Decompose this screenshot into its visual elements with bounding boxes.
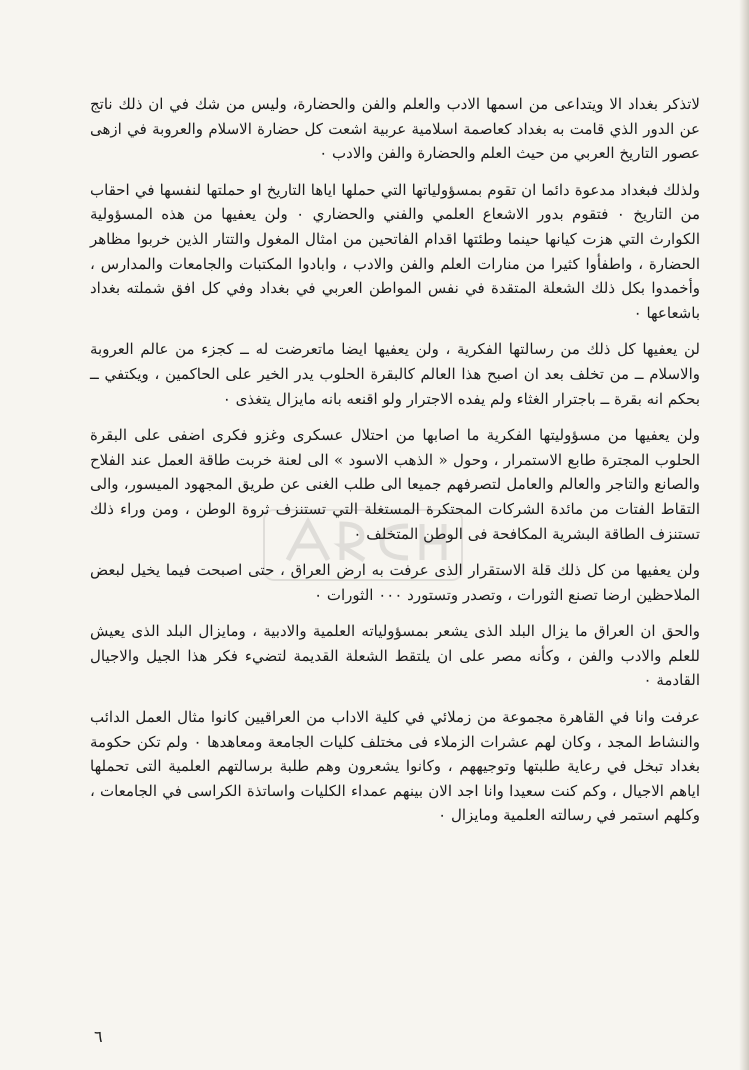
paragraph-2: ولذلك فبغداد مدعوة دائما ان تقوم بمسؤولياتها التي حملها اياها التاريخ او حملتها لنفسها في احقاب من التاريخ ٠ فتقوم بدور الاشعاع العلمي والفني والحضاري ٠ ولن يعفيها من هذه المسؤولية الكوارث التي هزت كيانها حينما وطئتها اقدام الفاتحين من امثال المغول والتتار الذين خربوا مظاهر الحضارة ، واطفأوا كثيرا من منارات العلم والفن والادب ، وابادوا المكتبات والجامعات والمدارس ، وأخمدوا بكل ذلك الشعلة المتقدة في نفس المواطن العربي في بغداد وفي كل افق شملته بغداد باشعاعها ٠ <box>90 180 700 322</box>
paragraph-7: عرفت وانا في القاهرة مجموعة من زملائي في كلية الاداب من العراقيين كانوا مثال العمل الدائب والنشاط المجد ، وكان لهم عشرات الزملاء فى مختلف كليات الجامعة ومعاهدها ٠ ولم تكن حكومة بغداد تبخل في رعاية طلبتها وتوجيههم ، وكانوا يشعرون وهم طلبة برسالتهم العلمية التى تحملها اياهم الاجيال ، وكم كنت سعيدا وانا اجد الان بينهم عمداء الكليات واساتذة الكراسى في الجامعات ، وكلهم استمر في رسالته العلمية ومايزال ٠ <box>90 708 700 825</box>
scan-edge-shadow <box>739 0 749 1070</box>
paragraph-3: لن يعفيها كل ذلك من رسالتها الفكرية ، ولن يعفيها ايضا ماتعرضت له ــ كجزء من عالم العروبة والاسلام ــ من تخلف بعد ان اصبح هذا العالم كالبقرة الحلوب يدر الخير على الحاكمين ، ويكتفي ــ بحكم انه بقرة ــ باجترار الغثاء ولم يفده الاجترار ولو اقنعه بانه مايزال يتغذى ٠ <box>90 340 700 408</box>
paragraph-1: لاتذكر بغداد الا ويتداعى من اسمها الادب والعلم والفن والحضارة، وليس من شك في ان ذلك ناتج عن الدور الذي قامت به بغداد كعاصمة اسلامية عربية اشعت كل حضارة الاسلام والعروبة في ازهى عصور التاريخ العربي من حيث العلم والحضارة والفن والادب ٠ <box>90 95 700 163</box>
paragraph-6: والحق ان العراق ما يزال البلد الذى يشعر بمسؤولياته العلمية والادبية ، ومايزال البلد الذى يعيش للعلم والادب والفن ، وكأنه مصر على ان يلتقط الشعلة القديمة لتضيء فكر هذا الجيل والاجيال القادمة ٠ <box>90 622 700 690</box>
paragraph-5: ولن يعفيها من كل ذلك قلة الاستقرار الذى عرفت به ارض العراق ، حتى اصبحت فيما يخيل لبعض الملاحظين ارضا تصنع الثورات ، وتصدر وتستورد ٠٠٠ الثورات ٠ <box>90 561 700 604</box>
document-page <box>90 92 700 1046</box>
page-number: ٦ <box>94 1027 103 1046</box>
paragraph-4: ولن يعفيها من مسؤوليتها الفكرية ما اصابها من احتلال عسكرى وغزو فكرى اضفى على البقرة الحلوب المجترة طابع الاستمرار ، وحول « الذهب الاسود » الى لعنة خربت طاقة العمل عند الفلاح والصانع والتاجر والعالم والعامل لتصرفهم جميعا الى طلب الغنى عن طريق المجهود الميسور، والى التقاط الفتات من مائدة الشركات المحتكرة المستغلة التي تستنزف ثروة الوطن ، ومن وراء ذلك تستنزف الطاقة البشرية المكافحة فى الوطن المتخلف ٠ <box>90 426 700 543</box>
